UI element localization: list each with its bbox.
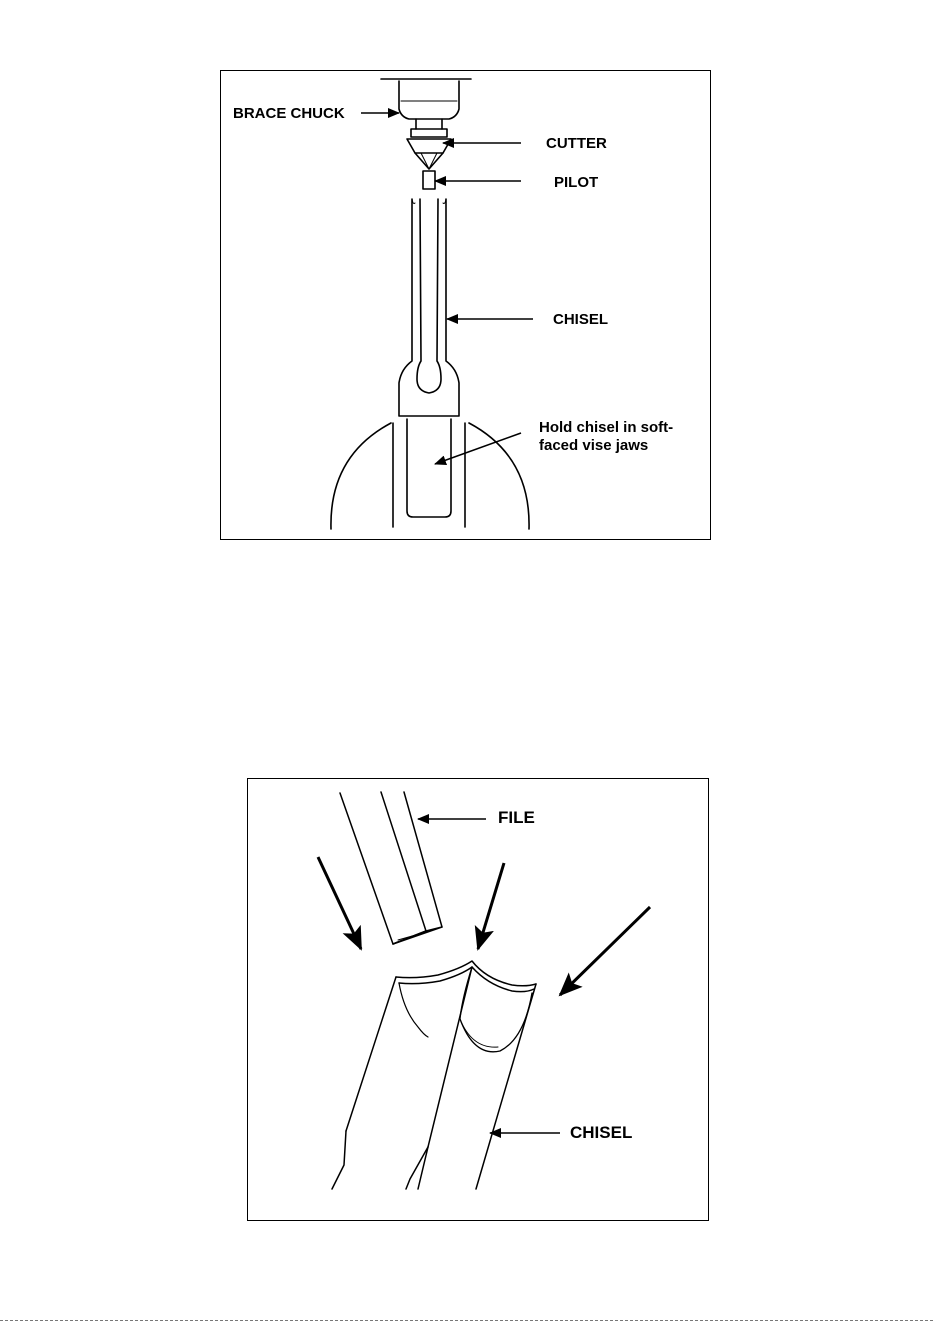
label-brace-chuck: BRACE CHUCK bbox=[233, 105, 345, 122]
arrow-vise-jaws bbox=[435, 433, 521, 464]
label-chisel: CHISEL bbox=[553, 311, 609, 328]
brace-chuck-drawing bbox=[381, 79, 471, 137]
page-bottom-rule bbox=[0, 1320, 933, 1321]
vise-jaws-drawing bbox=[331, 423, 529, 529]
diagram-brace-cutter-chisel bbox=[221, 71, 712, 541]
chisel-drawing bbox=[399, 199, 459, 517]
file-drawing bbox=[340, 792, 442, 944]
diagram-file-chisel bbox=[248, 779, 710, 1222]
label-pilot: PILOT bbox=[554, 174, 599, 191]
pilot-drawing bbox=[423, 171, 435, 189]
label-file: FILE bbox=[498, 808, 535, 827]
figure-sharpening-with-file bbox=[247, 778, 709, 1221]
direction-arrow-left bbox=[318, 857, 361, 949]
chisel-file-drawing bbox=[332, 961, 536, 1189]
figure-sharpening-with-cutter bbox=[220, 70, 711, 540]
label-hold-chisel-note: Hold chisel in soft-faced vise jaws bbox=[539, 419, 674, 454]
direction-arrow-right bbox=[560, 907, 650, 995]
direction-arrow-center bbox=[478, 863, 504, 949]
label-chisel-2: CHISEL bbox=[570, 1123, 633, 1142]
label-cutter: CUTTER bbox=[546, 135, 607, 152]
